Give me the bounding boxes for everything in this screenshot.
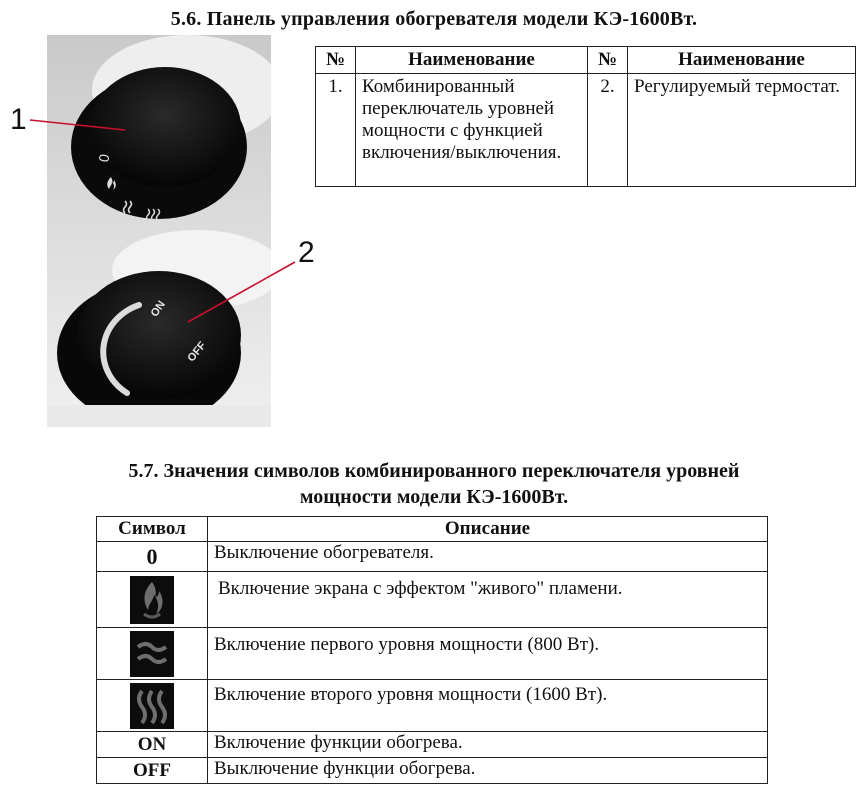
symbols-table: [96, 516, 768, 784]
table-row: [97, 572, 768, 628]
description-cell: Включение функции обогрева.: [208, 732, 768, 758]
header-symbol: Символ: [97, 517, 208, 542]
description-cell: Выключение обогревателя.: [208, 542, 768, 572]
symbol-flame: [97, 572, 208, 628]
cell-num-a: 1.: [316, 74, 356, 187]
cell-name-b: Регулируемый термостат.: [628, 74, 856, 187]
table-row: [97, 758, 768, 784]
knob-mark-zero: 0: [95, 152, 113, 164]
description-cell: Включение первого уровня мощности (800 Вт).: [208, 628, 768, 680]
cell-name-a: Комбинированный переключатель уровней мощности с функцией включения/выключения.: [356, 74, 588, 187]
header-description: Описание: [208, 517, 768, 542]
description-cell: Включение экрана с эффектом "живого" пламени.: [208, 572, 768, 628]
flame-icon: [130, 576, 174, 624]
description-cell: Выключение функции обогрева.: [208, 758, 768, 784]
table-row: [97, 628, 768, 680]
section-title-5-6: 5.6. Панель управления обогревателя модели КЭ-1600Вт.: [170, 8, 698, 30]
knob-mark-on: ON: [148, 298, 168, 320]
table-header-row: [316, 47, 856, 74]
header-name-a: Наименование: [356, 47, 588, 74]
description-cell: Включение второго уровня мощности (1600 Вт).: [208, 680, 768, 732]
components-table: [315, 46, 856, 187]
symbol-three-waves: [97, 680, 208, 732]
header-num-a: №: [316, 47, 356, 74]
table-header-row: [97, 517, 768, 542]
header-name-b: Наименование: [628, 47, 856, 74]
section-title-5-7-line1: 5.7. Значения символов комбинированного переключателя уровней: [128, 460, 740, 482]
symbol-zero: 0: [97, 542, 208, 572]
table-row: [97, 542, 768, 572]
callout-2: 2: [298, 236, 315, 269]
table-row: [97, 680, 768, 732]
knob-mark-off: OFF: [185, 339, 209, 365]
table-row: [97, 732, 768, 758]
symbol-off: OFF: [97, 758, 208, 784]
symbol-two-waves: [97, 628, 208, 680]
three-waves-icon: [130, 683, 174, 729]
two-waves-icon: [130, 631, 174, 677]
section-title-5-7-line2: мощности модели КЭ-1600Вт.: [299, 486, 569, 508]
table-row: [316, 74, 856, 187]
header-num-b: №: [588, 47, 628, 74]
cell-num-b: 2.: [588, 74, 628, 187]
callout-1: 1: [10, 103, 27, 136]
symbol-on: ON: [97, 732, 208, 758]
